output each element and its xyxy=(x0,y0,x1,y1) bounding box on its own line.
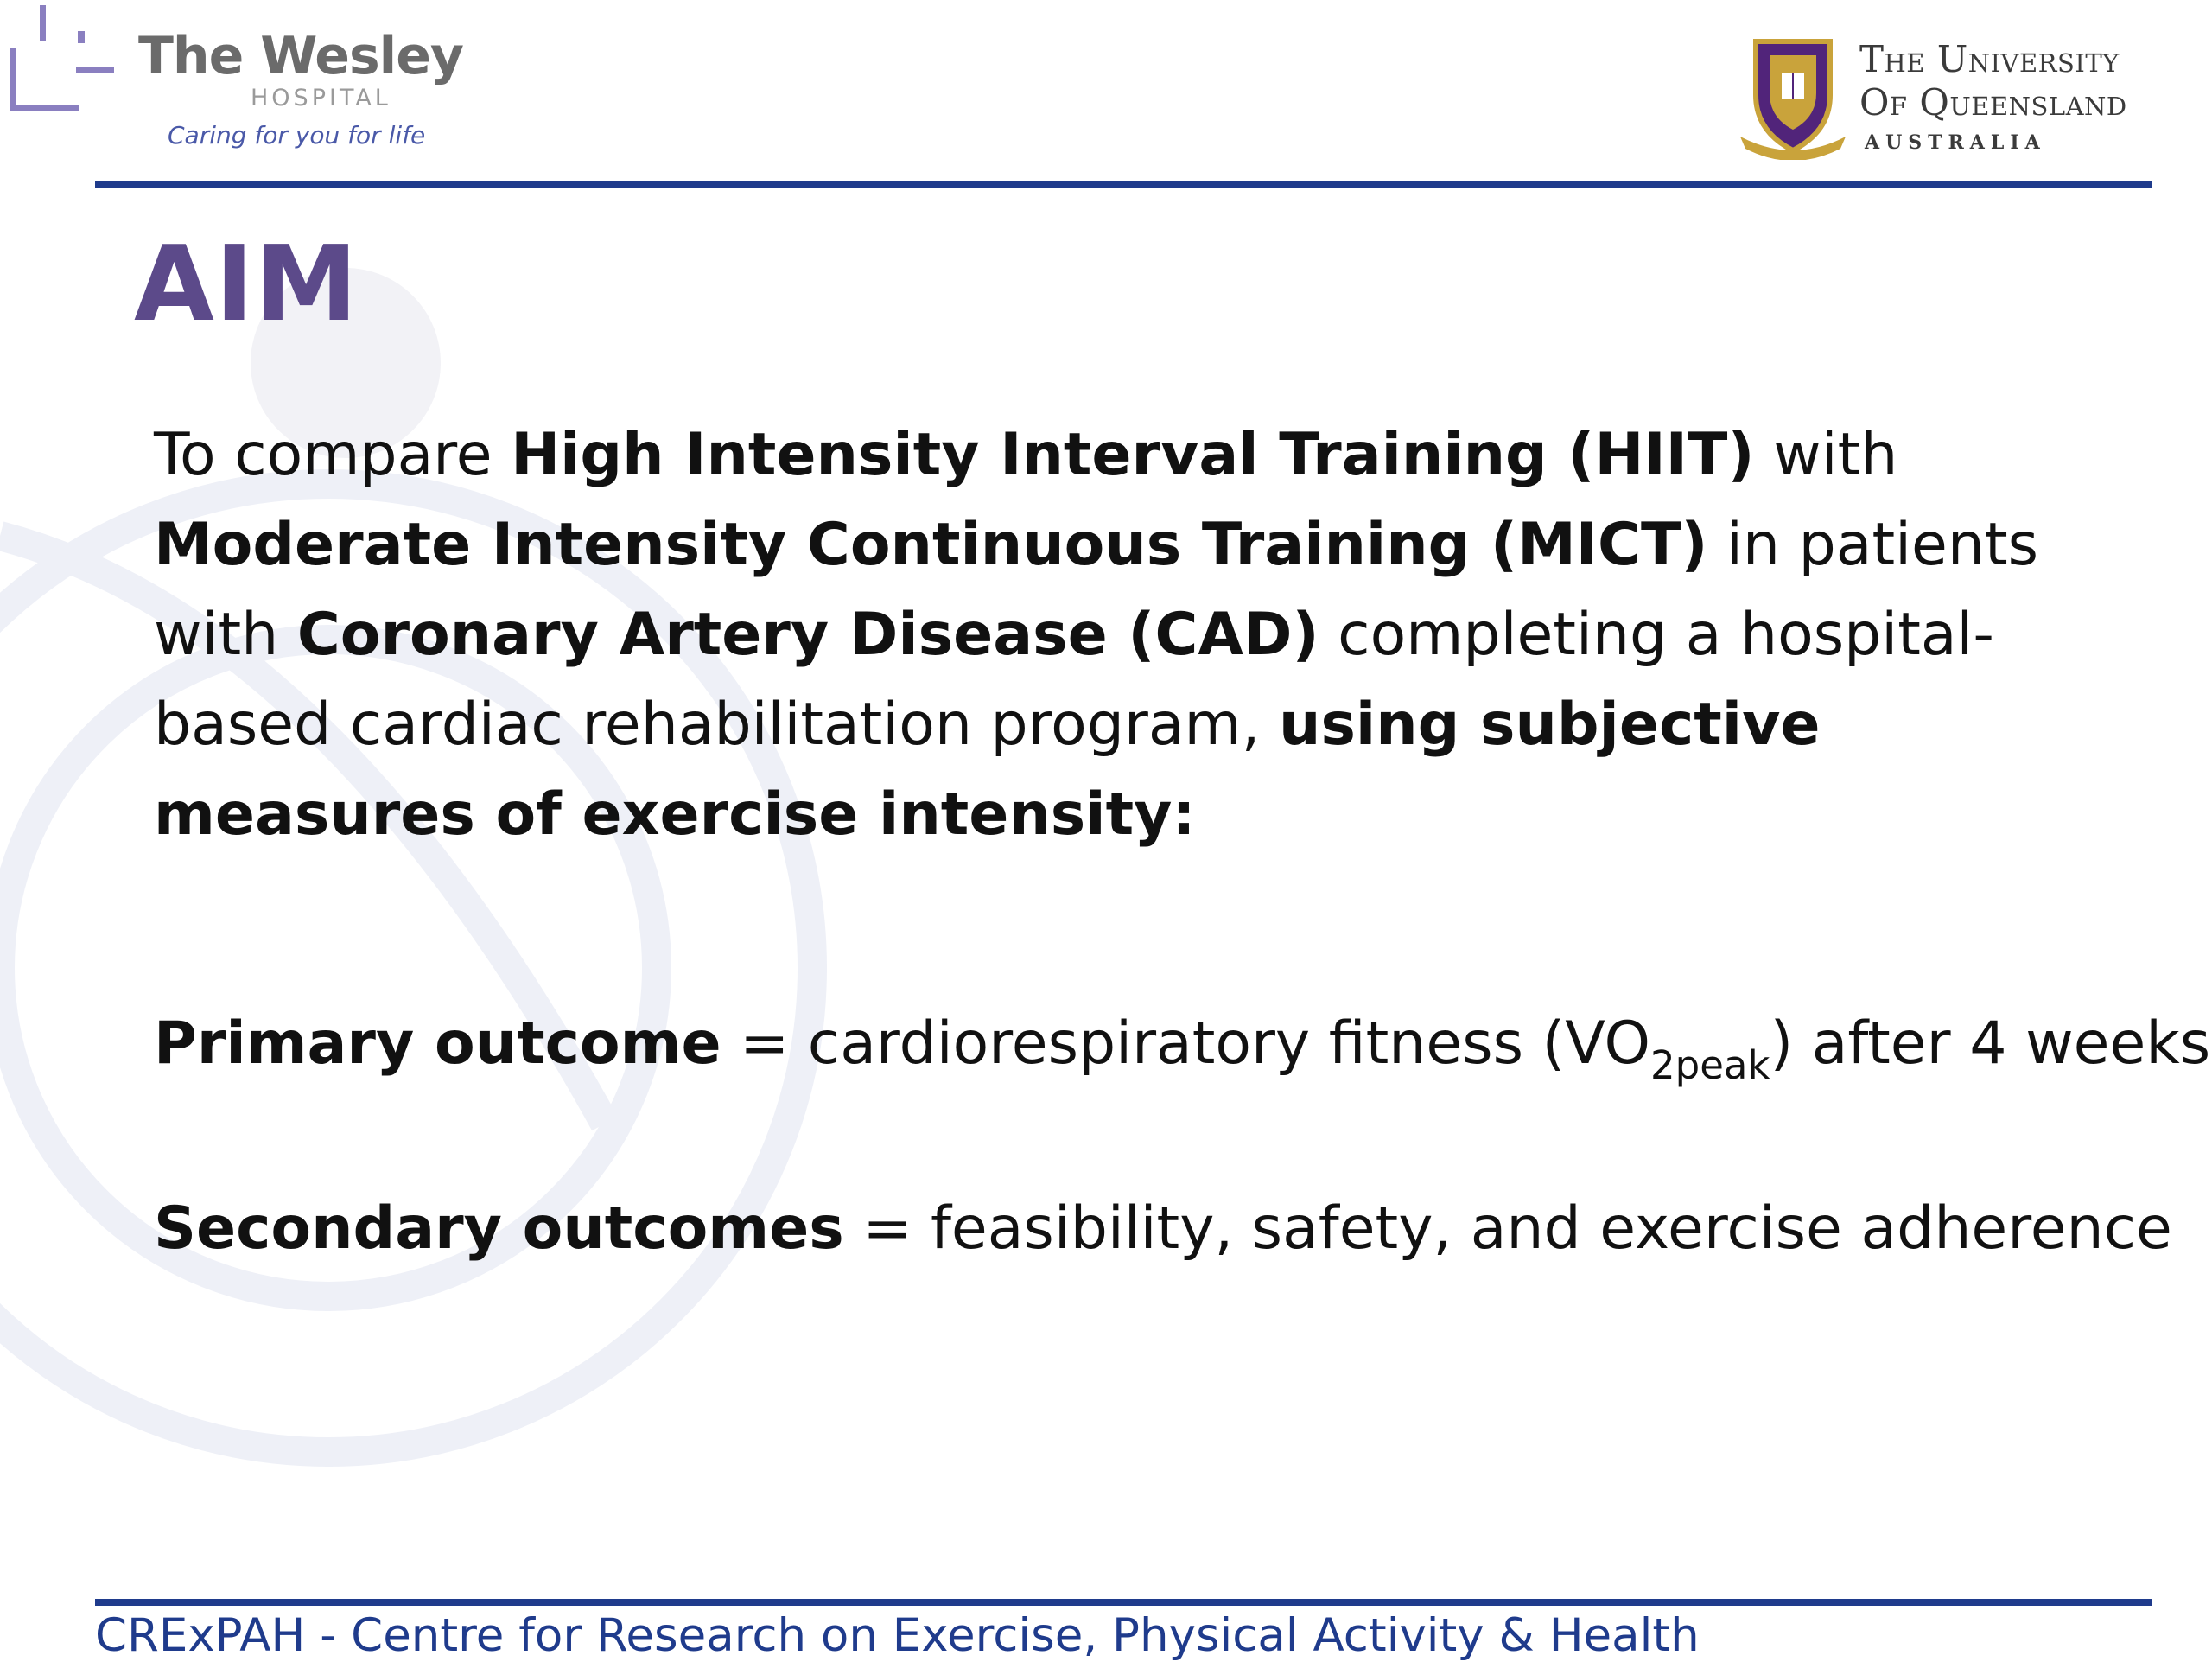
wesley-tagline: Caring for you for life xyxy=(168,121,426,150)
secondary-outcome-text: = feasibility, safety, and exercise adherence xyxy=(843,1194,2172,1263)
uq-country: AUSTRALIA xyxy=(1865,131,2046,154)
aim-text-emphasis: using subjective measures of exercise intensity: xyxy=(154,691,1821,849)
slide-title: AIM xyxy=(134,225,359,345)
wesley-name: The Wesley xyxy=(138,26,464,86)
aim-text-segment: in patients with xyxy=(154,511,2039,669)
primary-outcome-text: = cardiorespiratory fitness (VO xyxy=(721,1009,1651,1078)
primary-outcome-subscript: 2peak xyxy=(1650,1042,1770,1088)
header-divider xyxy=(95,181,2152,188)
aim-text-emphasis: Moderate Intensity Continuous Training (MICT) xyxy=(154,511,1708,579)
footer-text: CRExPAH - Centre for Research on Exercise, Physical Activity & Health xyxy=(95,1609,1700,1662)
wesley-cross-icon xyxy=(0,0,130,130)
secondary-outcome xyxy=(154,1194,2172,1263)
aim-statement xyxy=(154,411,2158,860)
uq-crest-icon xyxy=(1737,35,1849,160)
footer-divider xyxy=(95,1599,2152,1606)
aim-text-segment: with xyxy=(1754,421,1898,489)
aim-text-segment: To compare xyxy=(154,421,512,489)
primary-outcome-label: Primary outcome xyxy=(154,1009,721,1078)
uq-name-line2: Of Queensland xyxy=(1859,81,2127,124)
primary-outcome-text-end: ) after 4 weeks xyxy=(1770,1009,2211,1078)
secondary-outcome-label: Secondary outcomes xyxy=(154,1194,844,1263)
primary-outcome xyxy=(154,1009,2211,1088)
aim-text-segment: completing a hospital-based cardiac rehabilitation program, xyxy=(154,601,1994,759)
aim-text-emphasis: Coronary Artery Disease (CAD) xyxy=(296,601,1319,669)
uq-name-line1: The University xyxy=(1859,38,2120,80)
wesley-hospital-logo xyxy=(0,0,484,173)
aim-text-emphasis: High Intensity Interval Training (HIIT) xyxy=(511,421,1755,489)
wesley-subname: HOSPITAL xyxy=(251,85,391,111)
uq-logo xyxy=(1737,35,2177,164)
